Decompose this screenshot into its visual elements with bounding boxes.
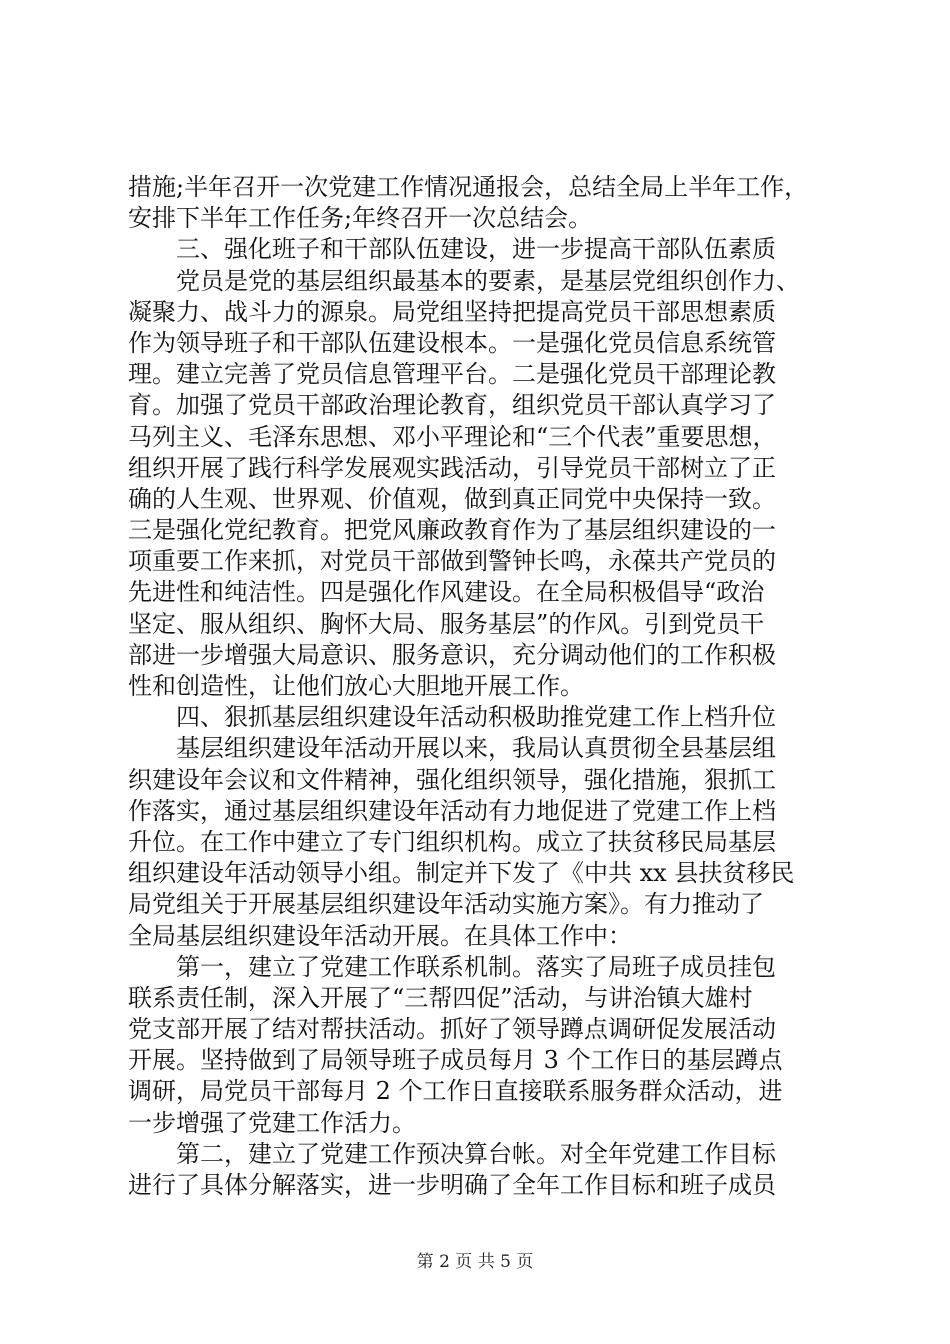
text-line: 部进一步增强大局意识、服务意识，充分调动他们的工作积极 xyxy=(128,640,776,669)
text-line: 育。加强了党员干部政治理论教育，组织党员干部认真学习了 xyxy=(128,391,776,420)
text-line: 马列主义、毛泽东思想、邓小平理论和“三个代表”重要思想， xyxy=(128,422,777,451)
text-line: 三是强化党纪教育。把党风廉政教育作为了基层组织建设的一 xyxy=(128,516,776,545)
text-line: 局党组关于开展基层组织建设年活动实施方案》。有力推动了 xyxy=(128,890,764,919)
text-line: 第二，建立了党建工作预决算台帐。对全年党建工作目标 xyxy=(176,1139,776,1168)
text-line: 开展。坚持做到了局领导班子成员每月 3 个工作日的基层蹲点 xyxy=(128,1046,783,1075)
text-line: 作为领导班子和干部队伍建设根本。一是强化党员信息系统管 xyxy=(128,328,776,357)
text-line: 措施;半年召开一次党建工作情况通报会，总结全局上半年工作， xyxy=(128,173,809,201)
text-line: 作落实，通过基层组织建设年活动有力地促进了党建工作上档 xyxy=(128,796,776,825)
text-line: 联系责任制，深入开展了“三帮四促”活动，与讲治镇大雄村 xyxy=(128,983,753,1012)
text-line: 全局基层组织建设年活动开展。在具体工作中： xyxy=(128,921,632,950)
text-line: 一步增强了党建工作活力。 xyxy=(128,1108,416,1137)
text-line: 第一，建立了党建工作联系机制。落实了局班子成员挂包 xyxy=(176,952,776,981)
section-heading: 三、强化班子和干部队伍建设，进一步提高干部队伍素质 xyxy=(176,235,776,264)
text-line: 党支部开展了结对帮扶活动。抓好了领导蹲点调研促发展活动 xyxy=(128,1015,776,1044)
text-line: 进行了具体分解落实，进一步明确了全年工作目标和班子成员 xyxy=(128,1171,776,1199)
text-line: 凝聚力、战斗力的源泉。局党组坚持把提高党员干部思想素质 xyxy=(128,297,776,326)
text-line: 调研，局党员干部每月 2 个工作日直接联系服务群众活动，进 xyxy=(128,1077,783,1106)
section-heading: 四、狠抓基层组织建设年活动积极助推党建工作上档升位 xyxy=(176,703,776,732)
text-line: 项重要工作来抓，对党员干部做到警钟长鸣，永葆共产党员的 xyxy=(128,547,776,576)
text-line: 安排下半年工作任务;年终召开一次总结会。 xyxy=(128,204,593,233)
text-line: 组织建设年活动领导小组。制定并下发了《中共 xx 县扶贫移民 xyxy=(128,859,795,888)
text-line: 党员是党的基层组织最基本的要素，是基层党组织创作力、 xyxy=(176,266,800,295)
document-body xyxy=(128,172,830,1201)
text-line: 坚定、服从组织、胸怀大局、服务基层”的作风。引到党员干 xyxy=(128,609,765,638)
text-line: 性和创造性，让他们放心大胆地开展工作。 xyxy=(128,672,584,700)
text-line: 组织开展了践行科学发展观实践活动，引导党员干部树立了正 xyxy=(128,453,776,482)
text-line: 基层组织建设年活动开展以来，我局认真贯彻全县基层组 xyxy=(176,734,776,763)
page-footer: 第 2 页 共 5 页 xyxy=(416,1252,534,1272)
text-line: 理。建立完善了党员信息管理平台。二是强化党员干部理论教 xyxy=(128,360,776,389)
text-line: 织建设年会议和文件精神，强化组织领导，强化措施，狠抓工 xyxy=(128,765,776,794)
text-line: 升位。在工作中建立了专门组织机构。成立了扶贫移民局基层 xyxy=(128,827,776,856)
text-line: 确的人生观、世界观、价值观，做到真正同党中央保持一致。 xyxy=(128,484,776,513)
text-line: 先进性和纯洁性。四是强化作风建设。在全局积极倡导“政治 xyxy=(128,578,765,607)
